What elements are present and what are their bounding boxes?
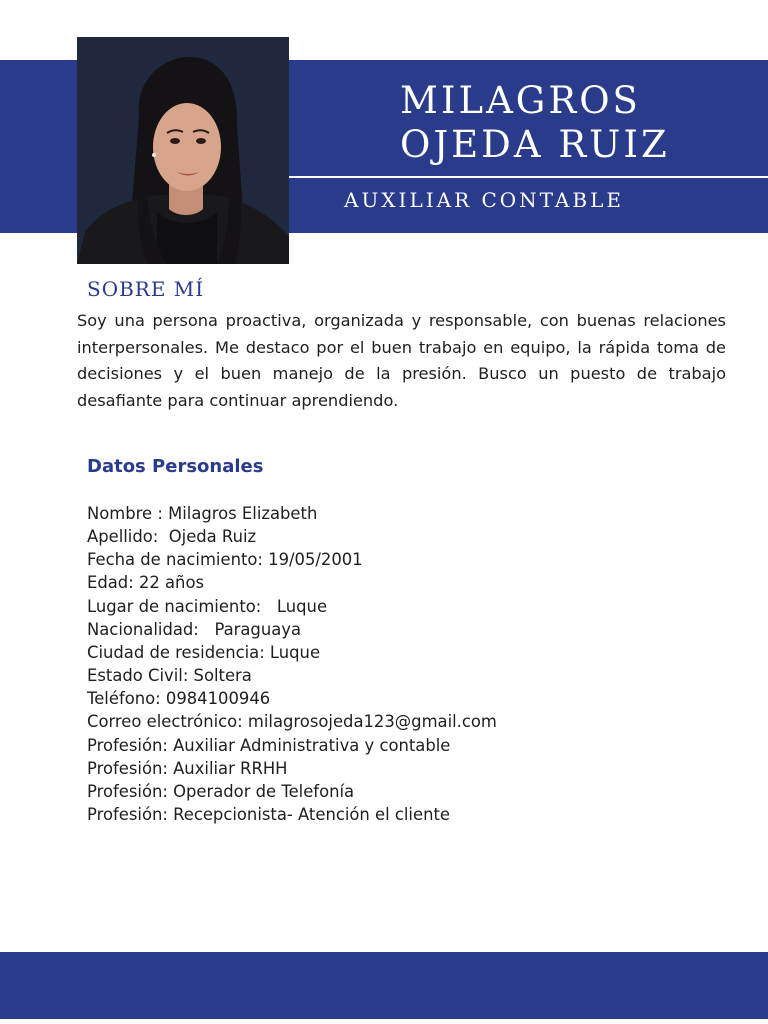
list-item-nationality: Nacionalidad: Paraguaya: [87, 619, 301, 639]
personal-data-list: [87, 502, 497, 826]
list-item-birthplace: Lugar de nacimiento: Luque: [87, 596, 328, 616]
list-item-surname: Apellido: Ojeda Ruiz: [87, 527, 257, 547]
personal-data-heading: Datos Personales: [87, 456, 264, 477]
list-item-profession-2: Profesión: Auxiliar RRHH: [87, 758, 288, 778]
list-item-name: Nombre : Milagros Elizabeth: [87, 504, 318, 523]
list-item-birthdate: Fecha de nacimiento: 19/05/2001: [87, 550, 363, 570]
list-item-email: Correo electrónico: milagrosojeda123@gmail.com: [87, 712, 497, 732]
header-divider: [289, 176, 768, 178]
about-text: Soy una persona proactiva, organizada y responsable, con buenas relaciones interpersonales. Me destaco por el buen trabajo en equipo, la rápida toma de decisiones y el buen manejo de la presión. Busco un puesto de trabajo desafiante para continuar aprendiendo.: [77, 311, 726, 410]
list-item-civil-status: Estado Civil: Soltera: [87, 666, 252, 686]
list-item-phone: Teléfono: 0984100946: [87, 689, 271, 709]
list-item-profession-3: Profesión: Operador de Telefonía: [87, 781, 355, 801]
profile-photo: [77, 37, 289, 264]
about-heading: SOBRE MÍ: [87, 277, 205, 301]
name-last: OJEDA RUIZ: [400, 123, 670, 166]
list-item-residence: Ciudad de residencia: Luque: [87, 642, 321, 662]
list-item-age: Edad: 22 años: [87, 573, 205, 593]
list-item-profession-4: Profesión: Recepcionista- Atención el cliente: [87, 805, 450, 825]
job-title: AUXILIAR CONTABLE: [344, 188, 624, 212]
name-first: MILAGROS: [400, 79, 641, 122]
list-item-profession-1: Profesión: Auxiliar Administrativa y contable: [87, 735, 451, 755]
footer-band: [0, 952, 768, 1019]
